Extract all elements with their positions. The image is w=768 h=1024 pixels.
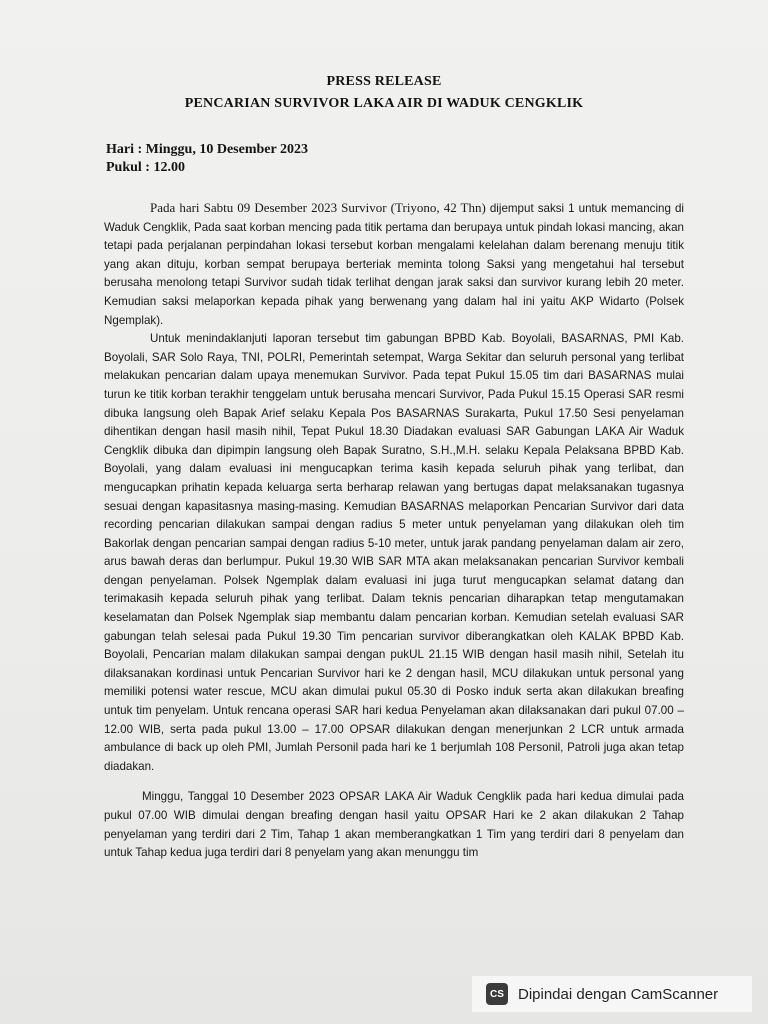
camscanner-label: Dipindai dengan CamScanner — [518, 985, 719, 1003]
paragraph-1-rest: dijemput saksi 1 untuk memancing di Waduk Cengklik, Pada saat korban mencing pada titik pertama dan berupaya untuk pindah lokasi mancing, akan tetapi pada perjalanan perpindahan lokasi tersebut korban mengalami kelelahan dalam berenang menuju titik yang akan dituju, korban sempat berupaya berteriak meminta tolong Saksi yang mengetahui hal tersebut berusaha menolong tetapi Survivor sudah tidak terlihat dengan jarak saksi dan survivor kurang lebih 20 meter. Kemudian saksi melaporkan kepada pihak yang berwenang yang dalam hal ini yaitu AKP Widarto (Polsek Ngemplak). — [104, 202, 684, 327]
paragraph-1 — [104, 199, 684, 330]
document-body — [104, 199, 684, 863]
paragraph-1-lead: Pada hari Sabtu 09 Desember 2023 Survivor (Triyono, 42 Thn) — [150, 200, 486, 215]
camscanner-logo-icon: CS — [486, 983, 508, 1005]
time-line: Pukul : 12.00 — [106, 160, 185, 175]
document-title: PRESS RELEASE — [326, 74, 442, 89]
document-subtitle: PENCARIAN SURVIVOR LAKA AIR DI WADUK CENGKLIK — [184, 96, 584, 111]
date-line: Hari : Minggu, 10 Desember 2023 — [106, 142, 308, 157]
paragraph-3: Minggu, Tanggal 10 Desember 2023 OPSAR LAKA Air Waduk Cengklik pada hari kedua dimulai pada pukul 07.00 WIB dimulai dengan breafing dengan hasil yaitu OPSAR Hari ke 2 akan dilakukan 2 Tahap penyelaman yang terdiri dari 2 Tim, Tahap 1 akan memberangkatkan 1 Tim yang terdiri dari 8 penyelam dan untuk Tahap kedua juga terdiri dari 8 penyelam yang akan menunggu tim — [104, 790, 684, 860]
camscanner-watermark — [472, 976, 752, 1012]
paragraph-2: Untuk menindaklanjuti laporan tersebut tim gabungan BPBD Kab. Boyolali, BASARNAS, PMI Kab. Boyolali, SAR Solo Raya, TNI, POLRI, Pemerintah setempat, Warga Sekitar dan seluruh personal yang terlibat melakukan pencarian dalam upaya menemukan Survivor. Pada tepat Pukul 15.05 tim dari BASARNAS mulai turun ke titik korban terakhir tenggelam untuk berusaha mencari Survivor, Pada Pukul 15.15 Operasi SAR resmi dibuka langsung oleh Bapak Arief selaku Kepala Pos BASARNAS Surakarta, Pukul 17.50 Sesi penyelaman dihentikan dengan hasil masih nihil, Tepat Pukul 18.30 Diadakan evaluasi SAR Gabungan LAKA Air Waduk Cengklik dibuka dan dipimpin langsung oleh Bapak Suratno, S.H.,M.H. selaku Kepala Pelaksana BPBD Kab. Boyolali, yang dalam evaluasi ini mengucapkan terima kasih kepada seluruh pihak yang terlibat, dan mengucapkan prihatin kepada keluarga serta berharap relawan yang bertugas dapat melaksanakan tugasnya sesuai dengan kapasitasnya masing-masing. Kemudian BASARNAS melaporkan Pencarian Survivor dari data recording pencarian dilakukan sampai dengan radius 5 meter untuk penyelaman yang dilakukan oleh tim Bakorlak dengan pencarian sampai dengan radius 5-10 meter, untuk jarak pandang penyelaman dalam air zero, arus bawah deras dan berlumpur. Pukul 19.30 WIB SAR MTA akan melaksanakan pencarian Survivor kembali dengan penyelaman. Polsek Ngemplak dalam evaluasi ini juga turut mengucapkan selamat datang dan terimakasih kepada seluruh pihak yang terlibat. Dalam teknis pencarian diharapkan tetap mengutamakan keselamatan dan Polsek Ngemplak siap membantu dalam pencarian korban. Kemudian setelah evaluasi SAR gabungan telah selesai pada Pukul 19.30 Tim pencarian survivor diberangkatkan oleh KALAK BPBD Kab. Boyolali, Pencarian malam dilakukan sampai dengan pukUL 21.15 WIB dengan hasil masih nihil, Setelah itu dilaksanakan kordinasi untuk Pencarian Survivor hari ke 2 dengan hasil, MCU dilakukan untuk personal yang memiliki potensi water rescue, MCU akan dimulai pukul 05.30 di Posko induk serta akan dilakukan breafing untuk tim penyelam. Untuk rencana operasi SAR hari kedua Penyelaman akan dilaksanakan dari pukul 07.00 – 12.00 WIB, serta pada pukul 13.00 – 17.00 OPSAR dilakukan dengan menerjunkan 2 LCR untuk armada ambulance di back up oleh PMI, Jumlah Personil pada hari ke 1 berjumlah 108 Personil, Patroli juga akan tetap diadakan. — [104, 332, 684, 773]
